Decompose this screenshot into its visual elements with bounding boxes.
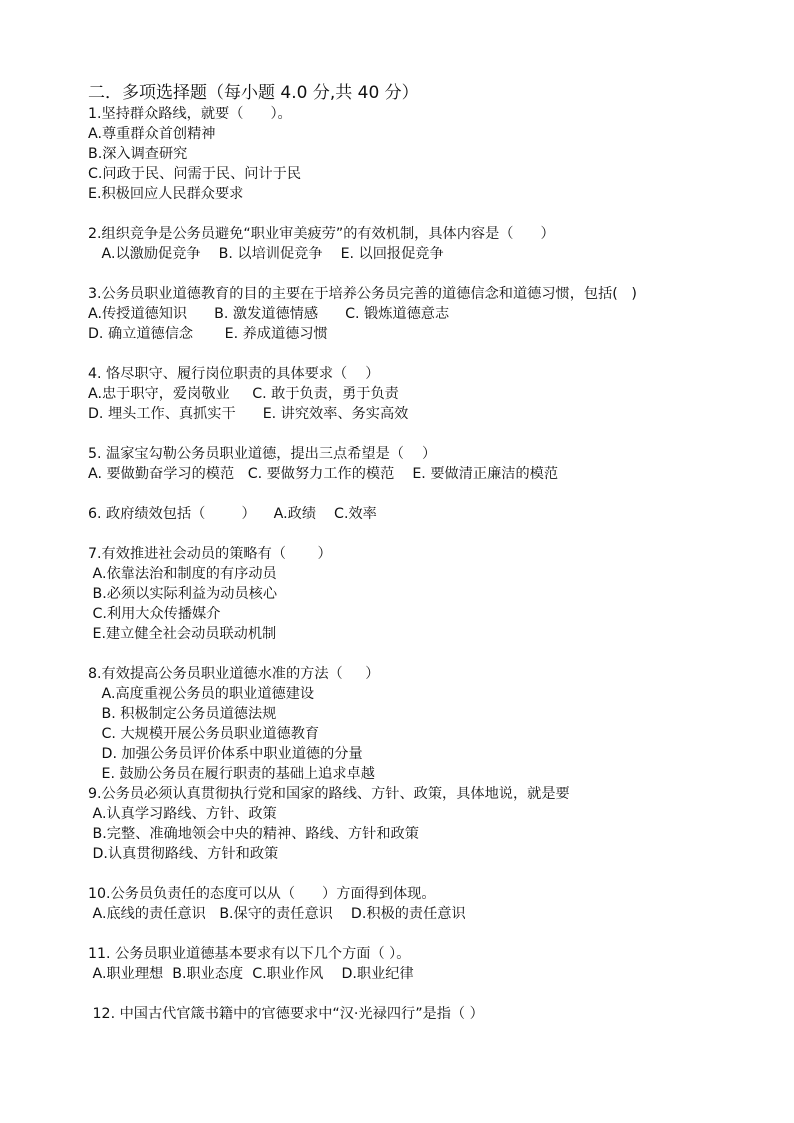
question-8-option: A.高度重视公务员的职业道德建设: [88, 686, 315, 702]
question-8-option: B. 积极制定公务员道德法规: [88, 706, 277, 722]
question-11-stem: 11. 公务员职业道德基本要求有以下几个方面（ ）。: [88, 946, 411, 962]
question-7-option: C.利用大众传播媒介: [88, 606, 221, 622]
question-5-stem: 5. 温家宝勾勒公务员职业道德，提出三点希望是（ ）: [88, 446, 437, 462]
question-6-stem: 6. 政府绩效包括（ ） A.政绩 C.效率: [88, 506, 377, 522]
question-1-option: C.问政于民、问需于民、问计于民: [88, 166, 302, 182]
question-4-options: A.忠于职守，爱岗敬业 C. 敢于负责，勇于负责: [88, 386, 399, 402]
question-7-stem: 7.有效推进社会动员的策略有（ ）: [88, 546, 332, 562]
question-4-options: D. 埋头工作、真抓实干 E. 讲究效率、务实高效: [88, 406, 409, 422]
question-11-options: A.职业理想 B.职业态度 C.职业作风 D.职业纪律: [88, 966, 414, 982]
question-7-option: B.必须以实际利益为动员核心: [88, 586, 278, 602]
section-title: 二．多项选择题（每小题 4.0 分,共 40 分）: [88, 83, 419, 103]
question-1-stem: 1.坚持群众路线，就要（ ）。: [88, 106, 292, 122]
question-3-options: D. 确立道德信念 E. 养成道德习惯: [88, 326, 328, 342]
question-8-option: C. 大规模开展公务员职业道德教育: [88, 726, 320, 742]
question-10-stem: 10.公务员负责任的态度可以从（ ）方面得到体现。: [88, 886, 436, 902]
question-2-stem: 2.组织竞争是公务员避免“职业审美疲劳”的有效机制，具体内容是（ ）: [88, 226, 555, 242]
question-3-stem: 3.公务员职业道德教育的目的主要在于培养公务员完善的道德信念和道德习惯，包括( ): [88, 286, 637, 302]
question-9-option: B.完整、准确地领会中央的精神、路线、方针和政策: [88, 826, 419, 842]
question-12-stem: 12. 中国古代官箴书籍中的官德要求中“汉·光禄四行”是指（ ）: [88, 1006, 484, 1022]
question-2-options: A.以激励促竞争 B. 以培训促竞争 E. 以回报促竞争: [88, 246, 444, 262]
question-8-option: D. 加强公务员评价体系中职业道德的分量: [88, 746, 363, 762]
question-7-option: E.建立健全社会动员联动机制: [88, 626, 277, 642]
question-1-option: B.深入调查研究: [88, 146, 188, 162]
question-3-options: A.传授道德知识 B. 激发道德情感 C. 锻炼道德意志: [88, 306, 450, 322]
question-9-option: A.认真学习路线、方针、政策: [88, 806, 277, 822]
question-8-option: E. 鼓励公务员在履行职责的基础上追求卓越: [88, 766, 375, 782]
question-1-option: E.积极回应人民群众要求: [88, 186, 244, 202]
question-4-stem: 4. 恪尽职守、履行岗位职责的具体要求（ ）: [88, 366, 380, 382]
question-1-option: A.尊重群众首创精神: [88, 126, 216, 142]
question-9-option: D.认真贯彻路线、方针和政策: [88, 846, 279, 862]
question-7-option: A.依靠法治和制度的有序动员: [88, 566, 277, 582]
question-5-options: A. 要做勤奋学习的模范 C. 要做努力工作的模范 E. 要做清正廉洁的模范: [88, 466, 559, 482]
question-8-stem: 8.有效提高公务员职业道德水准的方法（ ）: [88, 666, 380, 682]
question-10-options: A.底线的责任意识 B.保守的责任意识 D.积极的责任意识: [88, 906, 466, 922]
question-9-stem: 9.公务员必须认真贯彻执行党和国家的路线、方针、政策，具体地说，就是要: [88, 786, 570, 802]
